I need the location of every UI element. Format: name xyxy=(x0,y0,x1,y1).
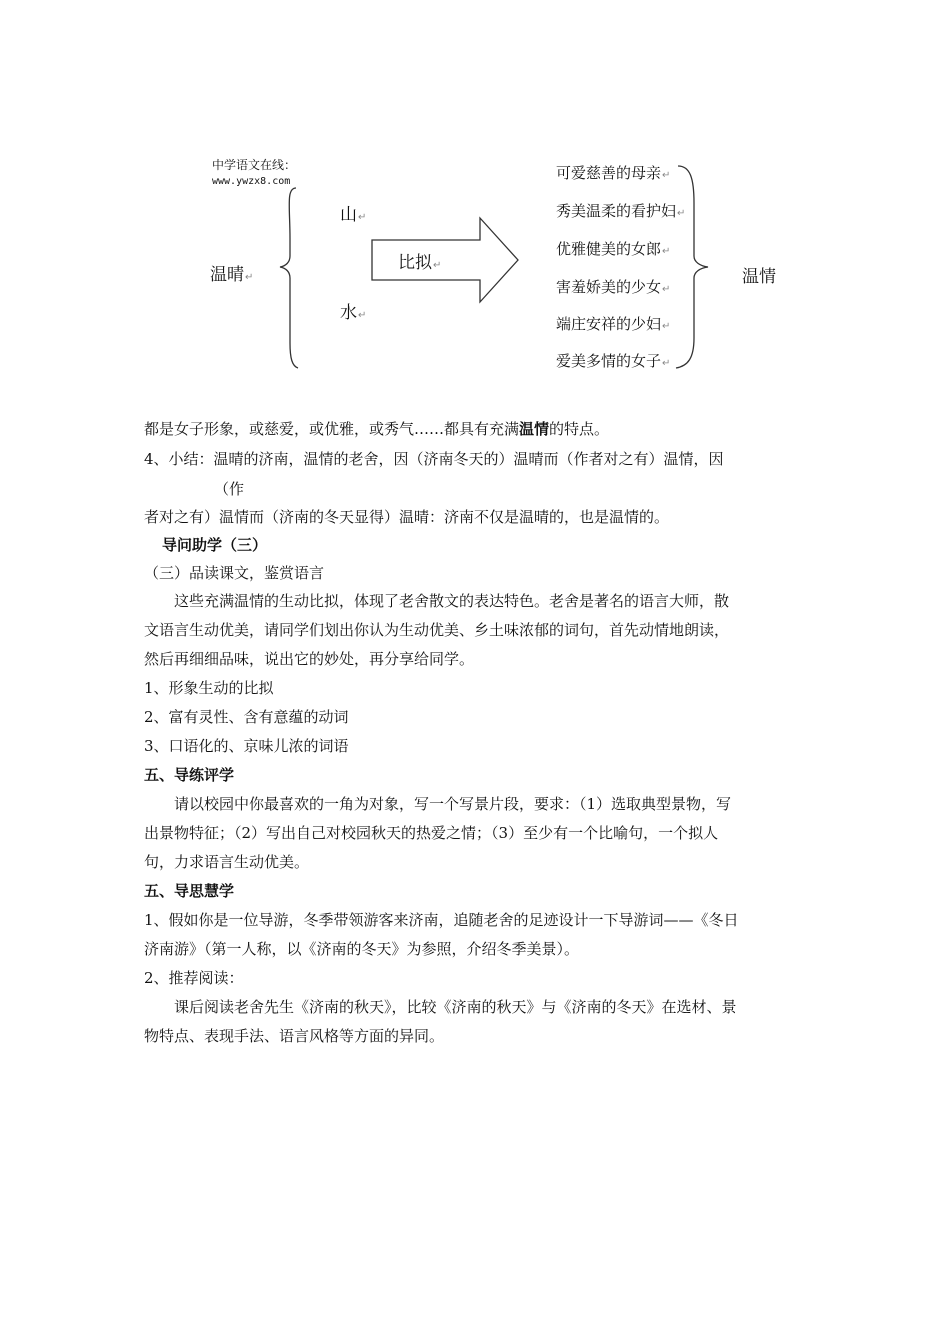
question-line: 1、假如你是一位导游，冬季带领游客来济南，追随老舍的足迹设计一下导游词——《冬日 xyxy=(144,911,739,929)
left-brace xyxy=(280,188,298,368)
para-line: 然后再细细品味，说出它的妙处，再分享给同学。 xyxy=(144,650,475,668)
right-brace xyxy=(676,166,708,368)
return-mark: ↵ xyxy=(358,212,367,223)
diagram-item: 端庄安祥的少妇↵ xyxy=(556,315,671,333)
return-mark: ↵ xyxy=(245,272,254,283)
para-line: 文语言生动优美，请同学们划出你认为生动优美、乡土味浓郁的词句，首先动情地朗读， xyxy=(144,621,730,639)
branch-water: 水↵ xyxy=(340,303,367,323)
metaphor-diagram xyxy=(200,148,776,373)
diagram-item: 害羞娇美的少女↵ xyxy=(556,278,671,296)
diagram-item: 爱美多情的女子↵ xyxy=(556,352,671,370)
return-mark: ↵ xyxy=(358,310,367,321)
conclusion-line: 4、小结：温晴的济南，温情的老舍，因（济南冬天的）温晴而（作者对之有）温情，因 xyxy=(144,450,724,468)
right-label-wenqing: 温情 xyxy=(742,267,776,287)
diagram-item: 优雅健美的女郎↵ xyxy=(556,240,671,258)
left-label-wenqing: 温晴↵ xyxy=(210,265,254,285)
para-line: 课后阅读老舍先生《济南的秋天》，比较《济南的秋天》与《济南的冬天》在选材、景 xyxy=(174,998,737,1016)
diagram-item: 秀美温柔的看护妇↵ xyxy=(556,202,686,220)
return-mark: ↵ xyxy=(433,260,442,271)
para-line: 请以校园中你最喜欢的一角为对象，写一个写景片段，要求：（1）选取典型景物，写 xyxy=(174,795,732,813)
diagram-item: 可爱慈善的母亲↵ xyxy=(556,164,671,182)
watermark-line2: www.ywzx8.com xyxy=(212,176,291,187)
heading-daolian: 五、导练评学 xyxy=(144,766,235,784)
para-line: 物特点、表现手法、语言风格等方面的异同。 xyxy=(144,1027,445,1045)
branch-mountain: 山↵ xyxy=(340,205,367,225)
heading-daowen: 导问助学（三） xyxy=(162,536,268,554)
watermark-line1: 中学语文在线： xyxy=(212,158,297,172)
para-line: 句，力求语言生动优美。 xyxy=(144,853,310,871)
arrow-label-bini: 比拟↵ xyxy=(398,253,442,273)
list-item: 3、口语化的、京味儿浓的词语 xyxy=(144,737,349,755)
para-line: 这些充满温情的生动比拟，体现了老舍散文的表达特色。老舍是著名的语言大师，散 xyxy=(174,592,730,610)
heading-daosi: 五、导思慧学 xyxy=(144,882,235,900)
list-item: 2、富有灵性、含有意蕴的动词 xyxy=(144,708,349,726)
conclusion-wrap: （作 xyxy=(214,480,245,498)
list-item: 1、形象生动的比拟 xyxy=(144,679,274,697)
arrow-shape xyxy=(372,218,518,302)
para-line: 出景物特征；（2）写出自己对校园秋天的热爱之情；（3）至少有一个比喻句，一个拟人 xyxy=(144,824,719,842)
sub-heading-pindu: （三）品读课文，鉴赏语言 xyxy=(144,564,325,582)
question-line: 济南游》（第一人称，以《济南的冬天》为参照，介绍冬季美景）。 xyxy=(144,940,580,958)
emphasis-wenqing: 温情 xyxy=(519,420,550,438)
summary-line: 都是女子形象，或慈爱，或优雅，或秀气……都具有充满温情的特点。 xyxy=(144,420,610,438)
conclusion-continued: 者对之有）温情而（济南的冬天显得）温晴：济南不仅是温晴的，也是温情的。 xyxy=(144,508,670,526)
question-line: 2、推荐阅读： xyxy=(144,969,244,987)
